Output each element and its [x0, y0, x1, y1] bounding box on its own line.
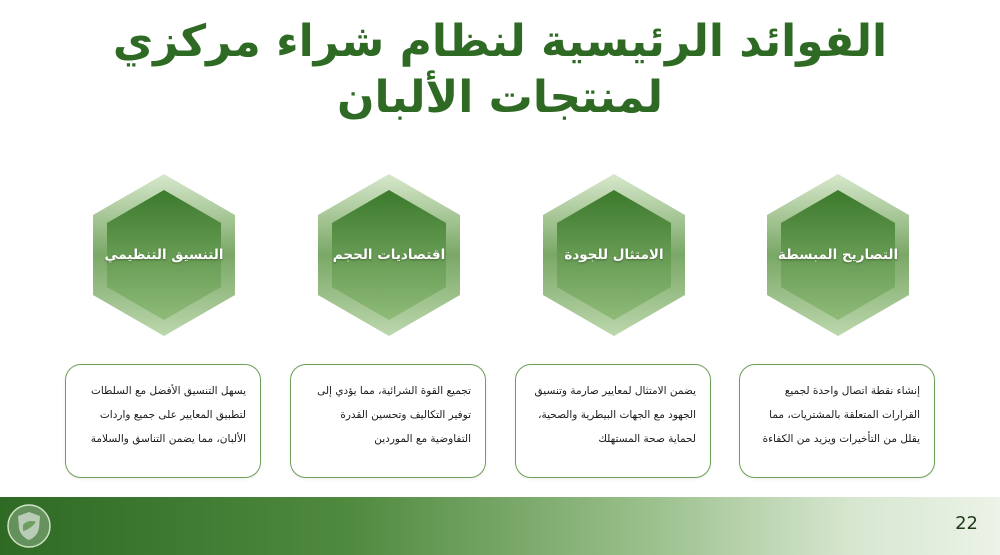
page-number: 22	[955, 513, 978, 534]
card-quality-compliance: يضمن الامتثال لمعايير صارمة وتنسيق الجهود مع الجهات البيطرية والصحية، لحماية صحة المستهلك	[515, 364, 711, 478]
hexagon-simplified-permits	[764, 172, 912, 338]
shield-logo-icon	[6, 503, 52, 549]
footer-bar	[0, 497, 1000, 555]
hexagon-regulatory-coordination	[90, 172, 238, 338]
hexagon-economies-of-scale	[315, 172, 463, 338]
hexagon-label: التنسيق التنظيمي	[104, 247, 224, 263]
hexagon-label: التصاريح المبسطة	[777, 247, 899, 263]
hexagon-quality-compliance	[540, 172, 688, 338]
card-economies-of-scale: تجميع القوة الشرائية، مما يؤدي إلى توفير التكاليف وتحسين القدرة التفاوضية مع الموردين	[290, 364, 486, 478]
page-title: الفوائد الرئيسية لنظام شراء مركزي لمنتجات الألبان	[112, 16, 888, 123]
card-simplified-permits: إنشاء نقطة اتصال واحدة لجميع القرارات المتعلقة بالمشتريات، مما يقلل من التأخيرات ويزيد من الكفاءة	[739, 364, 935, 478]
card-regulatory-coordination: يسهل التنسيق الأفضل مع السلطات لتطبيق المعايير على جميع واردات الألبان، مما يضمن التناسق والسلامة	[65, 364, 261, 478]
hexagon-label: اقتصاديات الحجم	[332, 247, 446, 263]
hexagon-label: الامتثال للجودة	[564, 247, 664, 263]
